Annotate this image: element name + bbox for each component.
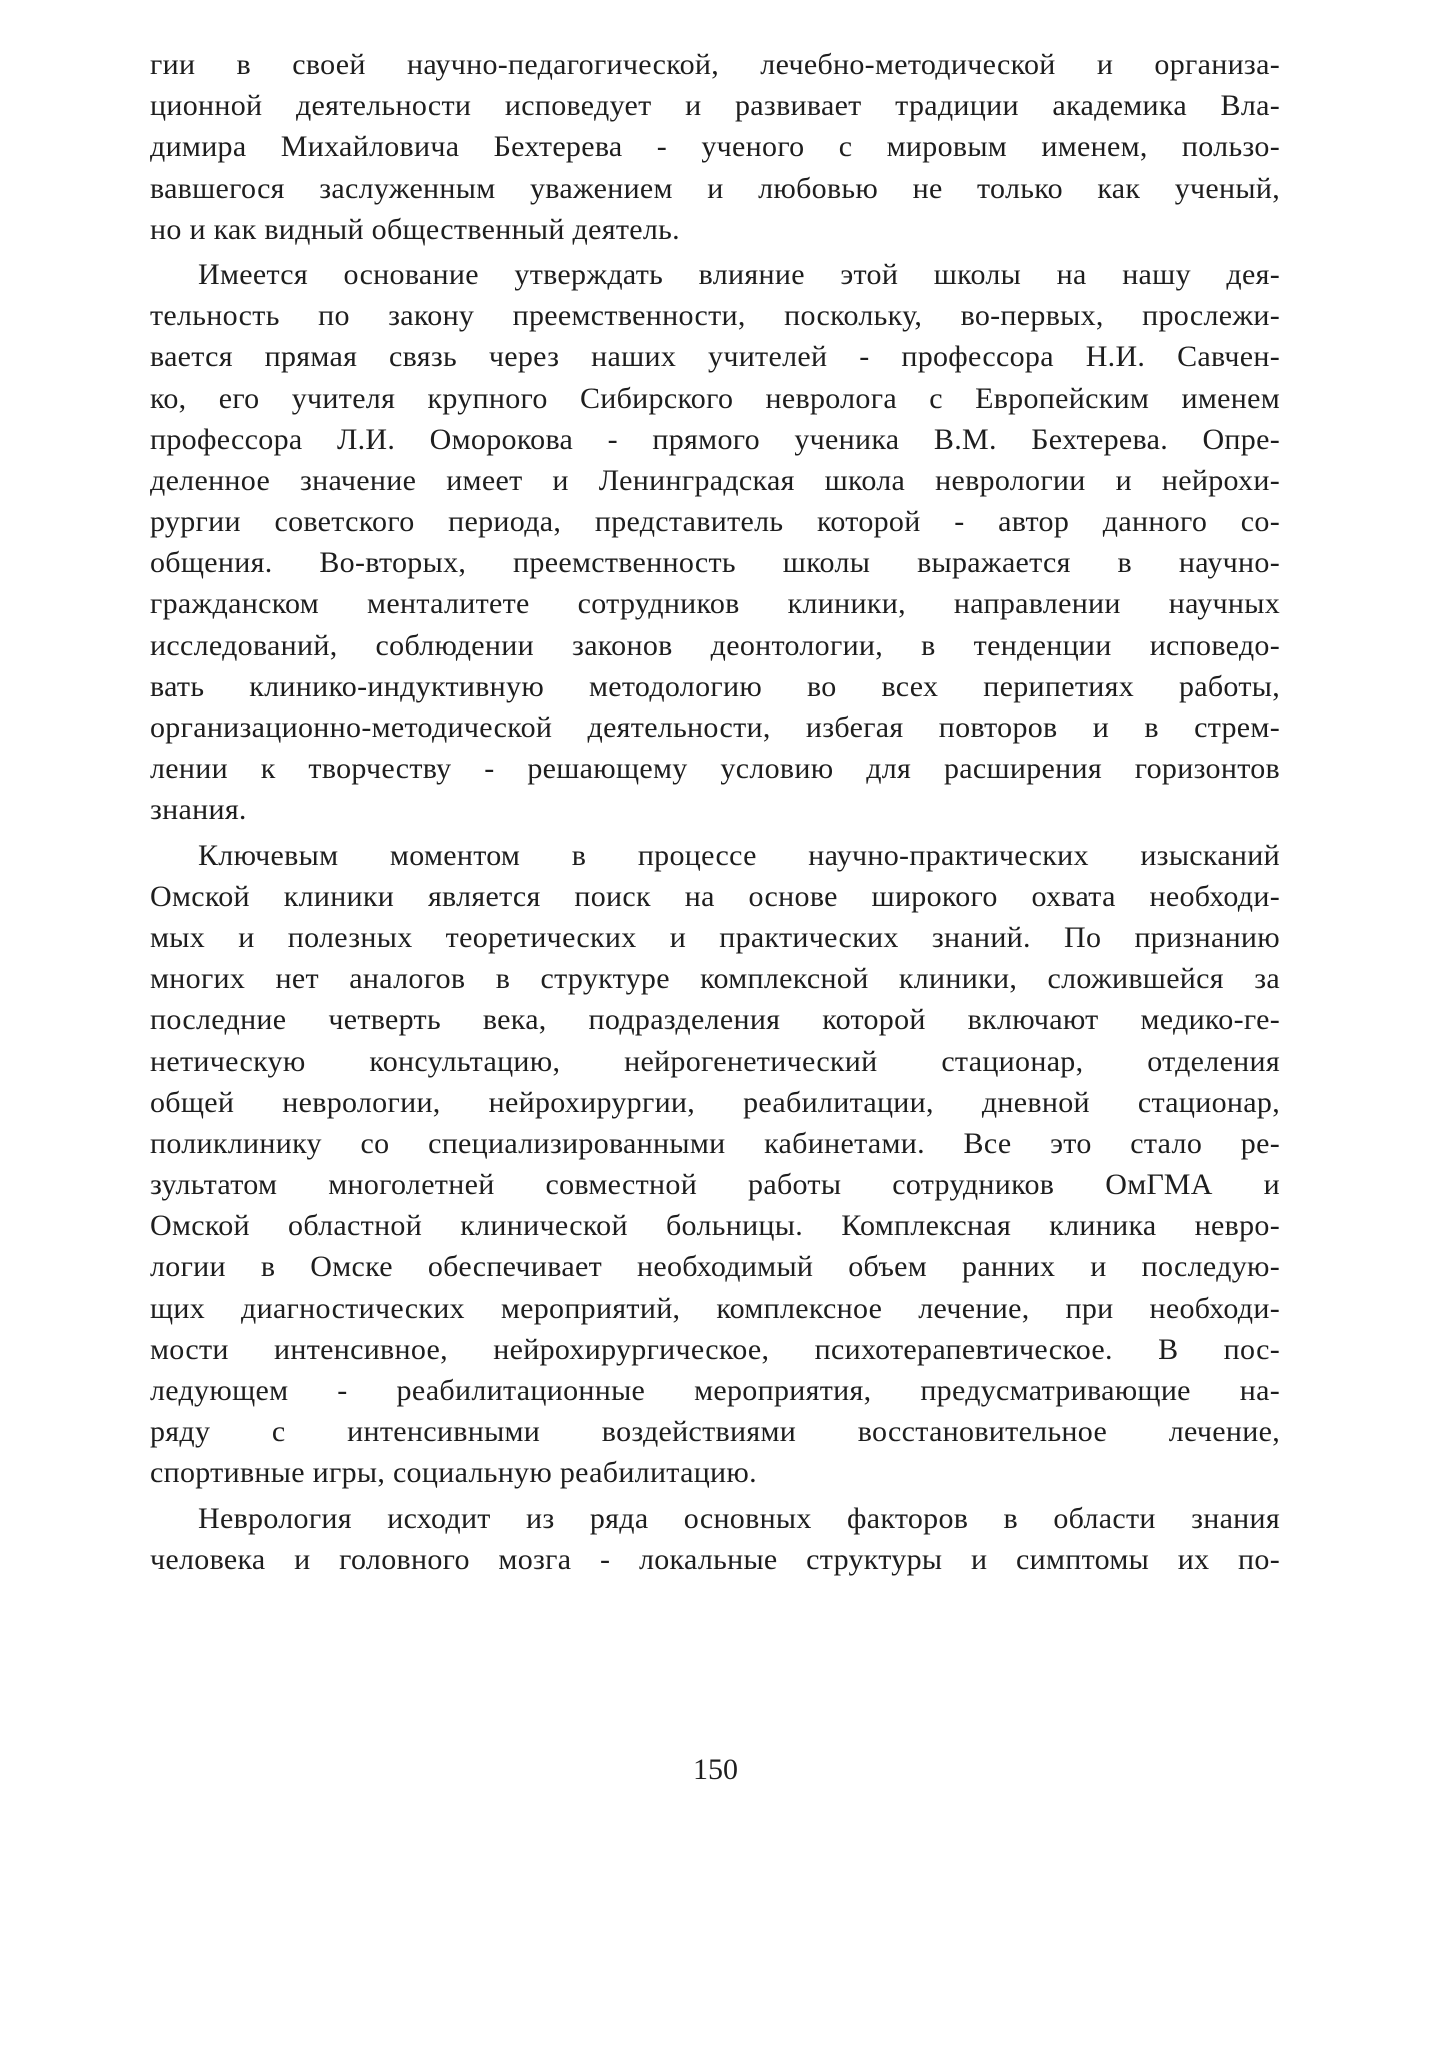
text-line: общей неврологии, нейрохирургии, реабилитации, дневной стационар, [150, 1085, 1280, 1119]
text-line: рургии советского периода, представитель которой - автор данного со- [150, 505, 1280, 539]
text-line: Омской областной клинической больницы. Комплексная клиника невро- [150, 1209, 1280, 1243]
text-line: лении к творчеству - решающему условию для расширения горизонтов [150, 752, 1280, 786]
text-line: исследований, соблюдении законов деонтологии, в тенденции исповедо- [150, 628, 1280, 662]
text-line: деленное значение имеет и Ленинградская школа неврологии и нейрохи- [150, 463, 1280, 497]
paragraph [150, 254, 1280, 831]
text-line: гии в своей научно-педагогической, лечебно-методической и организа- [150, 48, 1280, 81]
text-line: вается прямая связь через наших учителей - профессора Н.И. Савчен- [150, 340, 1280, 374]
paragraph [150, 835, 1280, 1494]
text-line: Имеется основание утверждать влияние этой школы на нашу дея- [198, 257, 1280, 291]
paragraph [150, 44, 1280, 250]
text-line: димира Михайловича Бехтерева - ученого с мировым именем, пользо- [150, 130, 1280, 164]
paragraph [150, 1498, 1280, 1580]
text-line: гражданском менталитете сотрудников клиники, направлении научных [150, 587, 1280, 621]
body-text [150, 44, 1280, 1580]
text-line: Неврология исходит из ряда основных факторов в области знания [198, 1501, 1280, 1535]
text-line: ряду с интенсивными воздействиями восстановительное лечение, [150, 1415, 1280, 1449]
text-line: зультатом многолетней совместной работы сотрудников ОмГМА и [150, 1168, 1280, 1202]
text-line: щих диагностических мероприятий, комплексное лечение, при необходи- [150, 1291, 1280, 1325]
text-line: знания. [150, 793, 247, 827]
text-line: Ключевым моментом в процессе научно-практических изысканий [198, 838, 1280, 872]
text-line: тельность по закону преемственности, поскольку, во-первых, прослежи- [150, 299, 1280, 333]
text-line: последние четверть века, подразделения которой включают медико-ге- [150, 1003, 1280, 1037]
text-line: профессора Л.И. Оморокова - прямого ученика В.М. Бехтерева. Опре- [150, 422, 1280, 456]
text-line: спортивные игры, социальную реабилитацию. [150, 1456, 757, 1490]
text-line: логии в Омске обеспечивает необходимый объем ранних и последую- [150, 1250, 1280, 1284]
text-line: общения. Во-вторых, преемственность школы выражается в научно- [150, 546, 1280, 580]
text-line: человека и головного мозга - локальные структуры и симптомы их по- [150, 1542, 1280, 1576]
text-line: нетическую консультацию, нейрогенетический стационар, отделения [150, 1044, 1280, 1078]
text-line: мости интенсивное, нейрохирургическое, психотерапевтическое. В пос- [150, 1332, 1280, 1366]
text-line: вавшегося заслуженным уважением и любовью не только как ученый, [150, 171, 1280, 205]
page-number: 150 [693, 1753, 738, 1786]
text-line: организационно-методической деятельности, избегая повторов и в стрем- [150, 711, 1280, 744]
text-line: многих нет аналогов в структуре комплексной клиники, сложившейся за [150, 962, 1280, 996]
text-line: ко, его учителя крупного Сибирского невролога с Европейским именем [150, 381, 1280, 415]
text-line: мых и полезных теоретических и практических знаний. По признанию [150, 920, 1280, 954]
text-line: вать клинико-индуктивную методологию во всех перипетиях работы, [150, 669, 1280, 703]
text-line: ционной деятельности исповедует и развивает традиции академика Вла- [150, 89, 1280, 123]
text-line: Омской клиники является поиск на основе широкого охвата необходи- [150, 879, 1280, 913]
text-line: поликлинику со специализированными кабинетами. Все это стало ре- [150, 1126, 1280, 1160]
text-line: ледующем - реабилитационные мероприятия, предусматривающие на- [150, 1374, 1280, 1407]
text-line: но и как видный общественный деятель. [150, 212, 680, 246]
